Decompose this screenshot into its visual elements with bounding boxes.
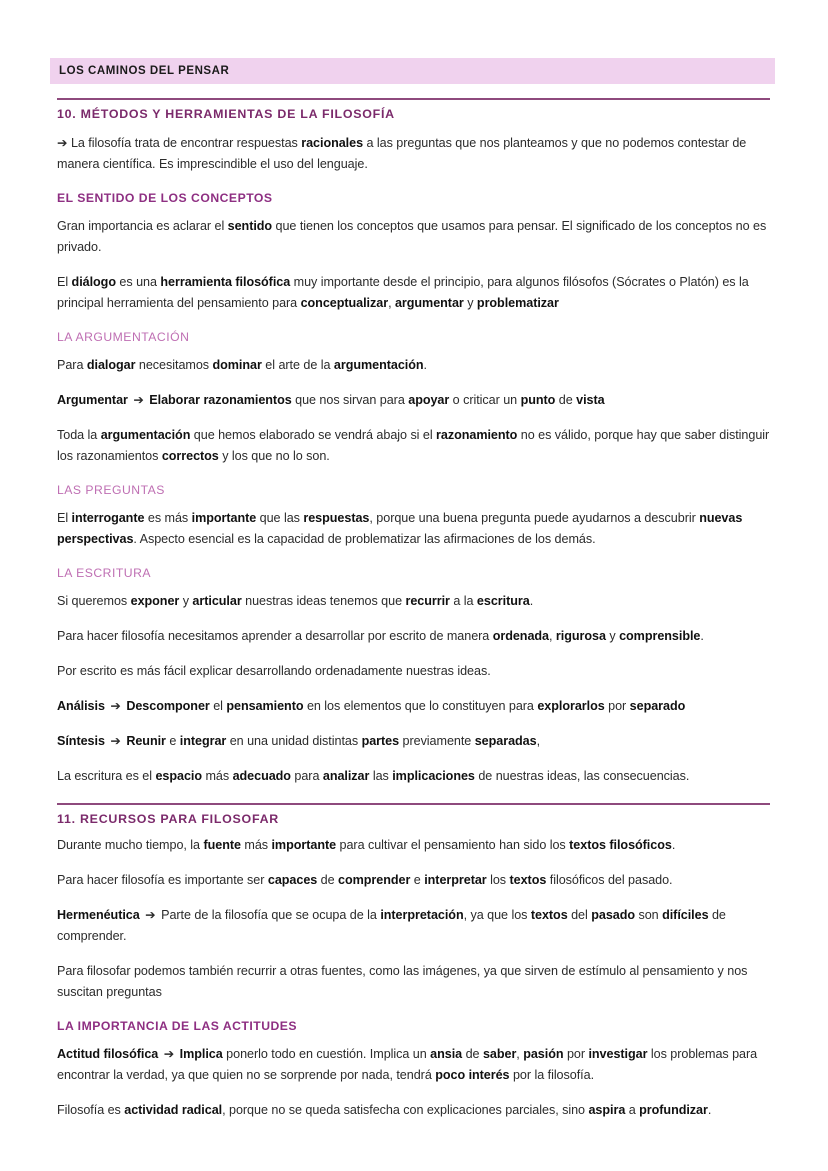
bold-textos: textos — [530, 908, 568, 922]
section-11-sub1-paragraph-1 — [57, 1044, 771, 1086]
bold-espacio: espacio — [155, 769, 203, 783]
sub2-paragraph-1 — [57, 355, 771, 376]
text-run: . — [423, 358, 427, 372]
arrow-icon: ➔ — [106, 699, 125, 713]
section-11-paragraph-3-hermeneutica — [57, 905, 771, 947]
bold-saber: saber — [482, 1047, 517, 1061]
bold-implica: Implica — [179, 1047, 223, 1061]
text-run: necesitamos — [135, 358, 213, 372]
text-run: y los que no lo son. — [218, 449, 330, 463]
bold-explorarlos: explorarlos — [537, 699, 605, 713]
bold-articular: articular — [192, 594, 242, 608]
bold-textos: textos — [509, 873, 547, 887]
intro-bold-racionales: racionales — [301, 136, 364, 150]
bold-ordenada: ordenada — [492, 629, 550, 643]
text-run: del — [567, 908, 592, 922]
term-argumentar: Argumentar — [57, 393, 128, 407]
subheading-las-preguntas: LAS PREGUNTAS — [57, 483, 165, 497]
section-10-rule — [57, 98, 770, 100]
subheading-la-argumentacion: LA ARGUMENTACIÓN — [57, 330, 190, 344]
bold-argumentar: argumentar — [394, 296, 464, 310]
term-analisis: Análisis — [57, 699, 105, 713]
text-run: Durante mucho tiempo, la — [57, 838, 204, 852]
bold-problematizar: problematizar — [476, 296, 559, 310]
arrow-icon: ➔ — [160, 1047, 178, 1061]
bold-separadas: separadas — [474, 734, 537, 748]
bold-importante: importante — [191, 511, 257, 525]
bold-rigurosa: rigurosa — [555, 629, 606, 643]
section-11-paragraph-1 — [57, 835, 771, 856]
bold-interrogante: interrogante — [71, 511, 145, 525]
text-run: el — [209, 699, 227, 713]
sub2-paragraph-2-definition — [57, 390, 771, 411]
text-run: La escritura es el — [57, 769, 156, 783]
text-run: previamente — [399, 734, 475, 748]
section-11-paragraph-4: Para filosofar podemos también recurrir a otras fuentes, como las imágenes, ya que sirven de estímulo al pensamiento y nos suscitan preguntas — [57, 964, 748, 999]
bold-textos-filosoficos: textos filosóficos — [569, 838, 672, 852]
bold-actividad-radical: actividad radical — [124, 1103, 223, 1117]
text-run: Para — [57, 358, 87, 372]
running-header-title: LOS CAMINOS DEL PENSAR — [59, 65, 230, 77]
text-run: e — [165, 734, 180, 748]
section-11 — [57, 803, 771, 1121]
text-run: Parte de la filosofía que se ocupa de la — [161, 908, 381, 922]
text-run: y — [179, 594, 193, 608]
sub1-paragraph-2 — [57, 272, 771, 314]
text-run: e — [410, 873, 425, 887]
bold-descomponer: Descomponer — [126, 699, 210, 713]
text-run: de — [462, 1047, 483, 1061]
bold-escritura: escritura — [476, 594, 530, 608]
text-run: Si queremos — [57, 594, 131, 608]
text-run: por — [604, 699, 630, 713]
bold-reunir: Reunir — [126, 734, 166, 748]
bold-recurrir: recurrir — [405, 594, 450, 608]
bold-interpretar: interpretar — [424, 873, 487, 887]
text-run: , — [549, 629, 556, 643]
text-run: por — [563, 1047, 589, 1061]
text-run: que tienen los conceptos que usamos para pensar. El significado de los conceptos no es privado. — [57, 219, 767, 254]
term-hermeneutica: Hermenéutica — [57, 908, 140, 922]
term-actitud-filosofica: Actitud filosófica — [57, 1047, 159, 1061]
text-run: Para hacer filosofía es importante ser — [57, 873, 268, 887]
text-run: las — [369, 769, 393, 783]
section-11-paragraph-2 — [57, 870, 771, 891]
text-run: , porque una buena pregunta puede ayudarnos a descubrir — [369, 511, 700, 525]
bold-punto: punto — [520, 393, 556, 407]
text-run: a — [625, 1103, 640, 1117]
text-run: . — [707, 1103, 712, 1117]
sub2-paragraph-3 — [57, 425, 771, 467]
bold-poco-interes: poco interés — [435, 1068, 510, 1082]
bold-comprensible: comprensible — [619, 629, 701, 643]
bold-capaces: capaces — [267, 873, 318, 887]
bold-implicaciones: implicaciones — [392, 769, 475, 783]
bold-dialogar: dialogar — [86, 358, 136, 372]
sub1-paragraph-1 — [57, 216, 771, 258]
sub4-paragraph-2 — [57, 626, 771, 647]
text-run: por la filosofía. — [509, 1068, 595, 1082]
text-run: es más — [144, 511, 192, 525]
text-run: , — [516, 1047, 524, 1061]
text-run: los — [486, 873, 510, 887]
sub4-paragraph-1 — [57, 591, 771, 612]
text-run: que las — [256, 511, 304, 525]
bold-nuevas-perspectivas: nuevas perspectivas — [57, 511, 743, 546]
text-run: de — [555, 393, 577, 407]
sub4-paragraph-3: Por escrito es más fácil explicar desarrollando ordenadamente nuestras ideas. — [57, 664, 491, 678]
bold-ansia: ansia — [430, 1047, 463, 1061]
bold-razonamientos: razonamientos — [203, 393, 292, 407]
text-run: más — [202, 769, 233, 783]
sub4-paragraph-4-analisis — [57, 696, 771, 717]
sub4-paragraph-5-sintesis — [57, 731, 771, 752]
bold-argumentacion: argumentación — [333, 358, 424, 372]
sub4-paragraph-6 — [57, 766, 771, 787]
text-run: de comprender. — [57, 908, 726, 943]
bold-correctos: correctos — [161, 449, 219, 463]
document-body — [57, 0, 771, 1135]
text-run: Filosofía es — [57, 1103, 125, 1117]
bold-argumentacion: argumentación — [100, 428, 191, 442]
text-run: en los elementos que lo constituyen para — [303, 699, 538, 713]
text-run: filosóficos del pasado. — [546, 873, 673, 887]
arrow-icon: ➔ — [106, 734, 125, 748]
arrow-icon: ➔ — [141, 908, 160, 922]
bold-partes: partes — [361, 734, 400, 748]
bold-respuestas: respuestas — [303, 511, 370, 525]
bold-pensamiento: pensamiento — [226, 699, 304, 713]
text-run: para cultivar el pensamiento han sido los — [336, 838, 570, 852]
text-run: y — [605, 629, 620, 643]
text-run: . Aspecto esencial es la capacidad de problematizar las afirmaciones de los demás. — [133, 532, 596, 546]
section-10-intro-paragraph — [57, 133, 771, 175]
text-run: son — [635, 908, 663, 922]
text-run: Gran importancia es aclarar el — [57, 219, 228, 233]
intro-text-a: ➔ La filosofía trata de encontrar respuestas — [57, 136, 302, 150]
bold-razonamiento: razonamiento — [436, 428, 518, 442]
text-run: ponerlo todo en cuestión. Implica un — [222, 1047, 431, 1061]
bold-dominar: dominar — [212, 358, 262, 372]
text-run: Toda la — [57, 428, 101, 442]
term-sintesis: Síntesis — [57, 734, 105, 748]
bold-apoyar: apoyar — [408, 393, 450, 407]
text-run: El — [57, 275, 72, 289]
intro-text-c: a las preguntas que nos planteamos y que no podemos contestar de manera científica. Es imprescindible el uso del lenguaje. — [57, 136, 747, 171]
arrow-icon: ➔ — [129, 393, 148, 407]
text-run: El — [57, 511, 72, 525]
bold-pasado: pasado — [591, 908, 636, 922]
bold-pasion: pasión — [523, 1047, 564, 1061]
text-run: , — [536, 734, 541, 748]
text-run: . — [700, 629, 704, 643]
text-run: que hemos elaborado se vendrá abajo si el — [190, 428, 437, 442]
text-run: . — [671, 838, 676, 852]
section-11-title: 11. RECURSOS PARA FILOSOFAR — [57, 812, 279, 826]
subheading-la-escritura: LA ESCRITURA — [57, 566, 152, 580]
section-11-sub1-paragraph-2 — [57, 1100, 771, 1121]
bold-aspira: aspira — [588, 1103, 626, 1117]
bold-conceptualizar: conceptualizar — [300, 296, 389, 310]
text-run: los problemas para encontrar la verdad, ya que quien no se sorprende por nada, tendrá — [57, 1047, 758, 1082]
text-run: nuestras ideas tenemos que — [241, 594, 406, 608]
bold-integrar: integrar — [179, 734, 227, 748]
text-run: y — [463, 296, 477, 310]
text-run: . — [529, 594, 534, 608]
subheading-la-importancia-de-las-actitudes: LA IMPORTANCIA DE LAS ACTITUDES — [57, 1019, 298, 1033]
text-run: a la — [449, 594, 477, 608]
text-run: o criticar un — [449, 393, 521, 407]
text-run: muy importante desde el principio, para algunos filósofos (Sócrates o Platón) es la principal herramienta del pensamiento para — [57, 275, 749, 310]
text-run: más — [240, 838, 272, 852]
text-run: el arte de la — [261, 358, 334, 372]
bold-dialogo: diálogo — [71, 275, 116, 289]
bold-interpretacion: interpretación — [380, 908, 464, 922]
text-run: para — [290, 769, 323, 783]
bold-vista: vista — [576, 393, 605, 407]
text-run: de — [317, 873, 339, 887]
section-10-title: 10. MÉTODOS Y HERRAMIENTAS DE LA FILOSOFÍA — [57, 107, 395, 121]
subheading-el-sentido-de-los-conceptos: EL SENTIDO DE LOS CONCEPTOS — [57, 191, 273, 205]
bold-profundizar: profundizar — [639, 1103, 708, 1117]
bold-dificiles: difíciles — [662, 908, 709, 922]
bold-comprender: comprender — [338, 873, 411, 887]
bold-sentido: sentido — [227, 219, 273, 233]
text-run: no es válido, porque hay que saber distinguir los razonamientos — [57, 428, 770, 463]
bold-fuente: fuente — [203, 838, 241, 852]
sub3-paragraph-1 — [57, 508, 771, 550]
bold-investigar: investigar — [588, 1047, 648, 1061]
bold-exponer: exponer — [130, 594, 180, 608]
text-run: Para hacer filosofía necesitamos aprender a desarrollar por escrito de manera — [57, 629, 493, 643]
text-run: en una unidad distintas — [226, 734, 362, 748]
text-run: , porque no se queda satisfecha con explicaciones parciales, sino — [222, 1103, 589, 1117]
section-10 — [57, 98, 771, 787]
bold-adecuado: adecuado — [232, 769, 291, 783]
text-run: , — [388, 296, 395, 310]
bold-separado: separado — [629, 699, 686, 713]
text-run: que nos sirvan para — [291, 393, 409, 407]
text-run: , ya que los — [463, 908, 531, 922]
bold-herramienta-filosofica: herramienta filosófica — [160, 275, 291, 289]
bold-analizar: analizar — [322, 769, 370, 783]
text-run: de nuestras ideas, las consecuencias. — [474, 769, 690, 783]
bold-elaborar: Elaborar — [149, 393, 204, 407]
section-11-rule — [57, 803, 770, 805]
text-run: es una — [115, 275, 161, 289]
bold-importante: importante — [271, 838, 337, 852]
